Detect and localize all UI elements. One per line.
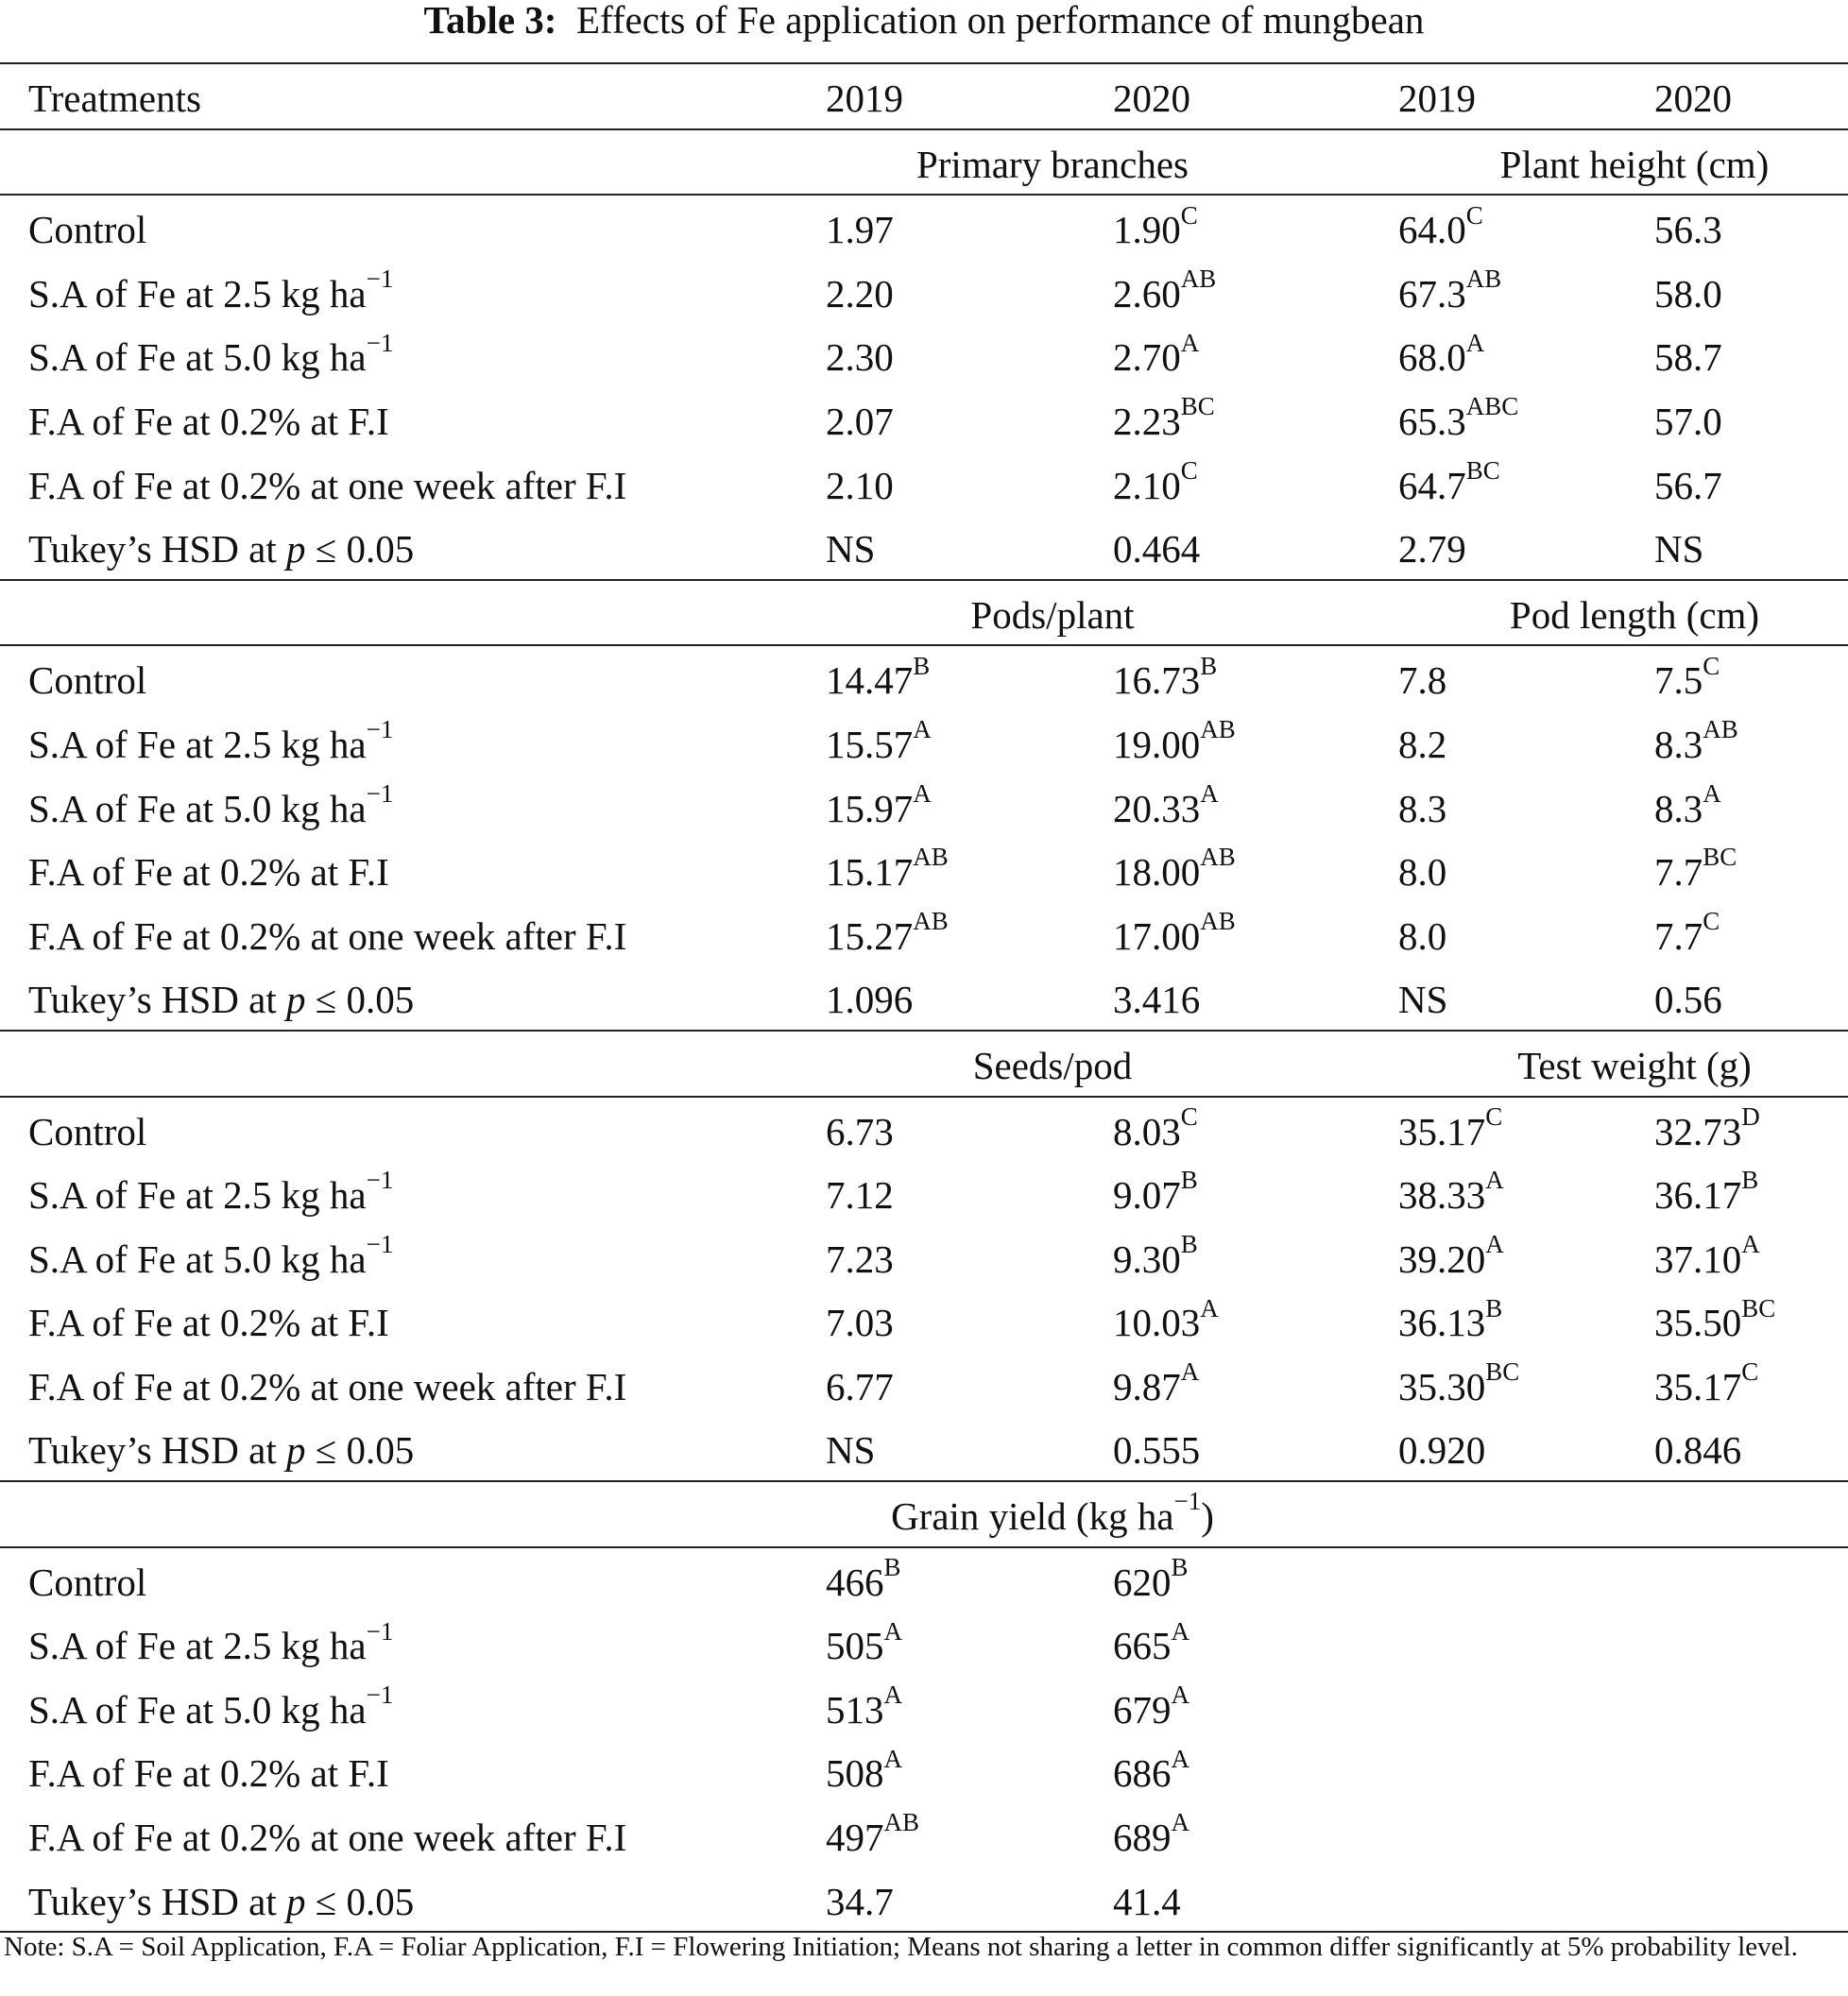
significance-letter: A <box>1200 778 1219 808</box>
significance-letter: A <box>1485 1230 1504 1259</box>
significance-letter: AB <box>1180 264 1217 294</box>
value-cell: $15.17^{AB}$ <box>826 843 949 895</box>
significance-letter: B <box>1200 651 1218 680</box>
value-cell: 7.03 <box>826 1301 894 1345</box>
value-cell: $689^A$ <box>1113 1808 1189 1860</box>
table-row <box>0 644 1848 710</box>
treatments-header: Treatments <box>28 77 201 120</box>
value-cell: 2.10 <box>826 463 894 507</box>
unit-exponent: −1 <box>366 1616 394 1646</box>
table-number: Table 3: <box>423 0 557 42</box>
value-cell: $9.30^B$ <box>1113 1230 1198 1281</box>
hsd-label: Tukey’s HSD at p ≤ 0.05 <box>28 527 415 572</box>
table-row <box>0 194 1848 260</box>
value-cell: $36.13^B$ <box>1398 1293 1503 1345</box>
table-note: Note: S.A = Soil Application, F.A = Foliar Application, F.I = Flowering Initiation; Means not sharing a letter in common differ significantly at 5% probability level. <box>4 1932 1798 1962</box>
value-cell: $38.33^A$ <box>1398 1166 1504 1218</box>
table-row <box>0 1096 1848 1162</box>
value-cell: $35.17^C$ <box>1398 1101 1503 1153</box>
significance-letter: BC <box>1741 1293 1776 1322</box>
value-cell: $35.30^{BC}$ <box>1398 1357 1520 1408</box>
table-row <box>0 775 1848 839</box>
table-row <box>0 1676 1848 1740</box>
treatment-label: F.A of Fe at 0.2% at one week after F.I <box>28 1364 627 1408</box>
value-cell: $39.20^A$ <box>1398 1230 1504 1281</box>
value-cell: 2.07 <box>826 399 894 443</box>
treatment-label: S.A of Fe at 5.0 kg $ha^{-1}$ <box>28 1680 394 1732</box>
hsd-label: Tukey’s HSD at p ≤ 0.05 <box>28 978 415 1022</box>
significance-letter: C <box>1180 1101 1198 1131</box>
table-row <box>0 838 1848 902</box>
p-symbol: p <box>286 978 306 1022</box>
significance-letter: A <box>883 1616 902 1646</box>
unit-exponent: −1 <box>366 778 394 808</box>
significance-letter: A <box>883 1744 902 1773</box>
table-row <box>0 1288 1848 1353</box>
significance-letter: C <box>1703 907 1720 936</box>
treatment-label: S.A of Fe at 2.5 kg $ha^{-1}$ <box>28 264 394 316</box>
value-cell: NS <box>826 527 876 572</box>
value-cell: $16.73^B$ <box>1113 651 1218 703</box>
value-cell: 6.73 <box>826 1109 894 1153</box>
value-cell: 0.56 <box>1654 978 1722 1022</box>
value-cell: $9.87^A$ <box>1113 1357 1200 1408</box>
table-row <box>0 1739 1848 1803</box>
treatment-label: F.A of Fe at 0.2% at one week after F.I <box>28 1816 627 1860</box>
value-cell: $15.57^A$ <box>826 715 932 766</box>
treatment-label: F.A of Fe at 0.2% at F.I <box>28 399 389 443</box>
value-cell: 8.3 <box>1398 786 1447 830</box>
value-cell: $7.7^C$ <box>1654 907 1720 958</box>
value-cell: $8.03^C$ <box>1113 1101 1198 1153</box>
table-row <box>0 387 1848 452</box>
unit-exponent: −1 <box>366 1680 394 1710</box>
significance-letter: A <box>1200 1293 1219 1322</box>
significance-letter: A <box>1171 1680 1189 1710</box>
hsd-row <box>0 965 1848 1030</box>
value-cell: $2.70^A$ <box>1113 328 1200 380</box>
significance-letter: C <box>1485 1101 1503 1131</box>
significance-letter: A <box>1171 1808 1189 1837</box>
value-cell: $15.27^{AB}$ <box>826 907 949 958</box>
p-symbol: p <box>286 1428 306 1473</box>
treatment-label: S.A of Fe at 2.5 kg $ha^{-1}$ <box>28 715 394 766</box>
value-cell: $35.17^C$ <box>1654 1357 1759 1408</box>
value-cell: $18.00^{AB}$ <box>1113 843 1236 895</box>
significance-letter: BC <box>1180 392 1215 421</box>
significance-letter: A <box>1180 328 1200 357</box>
value-cell: 0.555 <box>1113 1428 1201 1473</box>
hsd-label: Tukey’s HSD at p ≤ 0.05 <box>28 1879 415 1923</box>
significance-letter: C <box>1180 200 1198 230</box>
data-table <box>0 64 1848 1933</box>
significance-letter: A <box>1180 1357 1200 1387</box>
value-cell: 7.23 <box>826 1237 894 1281</box>
table-row <box>0 260 1848 324</box>
significance-letter: B <box>913 651 931 680</box>
section-left-header: Seeds/pod <box>972 1043 1133 1087</box>
section-left-header: Primary branches <box>915 142 1189 186</box>
value-cell: 41.4 <box>1113 1879 1181 1923</box>
hsd-label: Tukey’s HSD at p ≤ 0.05 <box>28 1428 415 1473</box>
value-cell: $36.17^B$ <box>1654 1166 1759 1218</box>
section-header-row <box>0 1480 1848 1546</box>
unit-exponent: −1 <box>366 328 394 357</box>
significance-letter: AB <box>1200 715 1236 744</box>
value-cell: $508^A$ <box>826 1744 902 1796</box>
value-cell: $2.10^C$ <box>1113 455 1198 507</box>
treatment-label: Control <box>28 1560 147 1604</box>
significance-letter: AB <box>1200 907 1236 936</box>
section-header-row <box>0 1030 1848 1096</box>
column-header-row <box>0 64 1848 128</box>
value-cell: $8.3^{AB}$ <box>1654 715 1738 766</box>
treatment-label: S.A of Fe at 5.0 kg $ha^{-1}$ <box>28 778 394 830</box>
value-cell: $679^A$ <box>1113 1680 1189 1732</box>
significance-letter: A <box>1485 1166 1504 1195</box>
value-cell: $7.7^{BC}$ <box>1654 843 1737 895</box>
value-cell: 58.7 <box>1654 335 1722 380</box>
value-cell: $665^A$ <box>1113 1616 1189 1668</box>
year-header: 2019 <box>826 77 903 120</box>
value-cell: 6.77 <box>826 1364 894 1408</box>
significance-letter: AB <box>1465 264 1502 294</box>
table-row <box>0 1803 1848 1868</box>
value-cell: 58.0 <box>1654 271 1722 316</box>
value-cell: $17.00^{AB}$ <box>1113 907 1236 958</box>
table-row <box>0 902 1848 966</box>
value-cell: 0.464 <box>1113 527 1201 572</box>
value-cell: $2.23^{BC}$ <box>1113 392 1215 443</box>
unit-exponent: −1 <box>1173 1487 1202 1516</box>
value-cell: 57.0 <box>1654 399 1722 443</box>
significance-letter: AB <box>883 1808 920 1837</box>
value-cell: $686^A$ <box>1113 1744 1189 1796</box>
value-cell: 2.20 <box>826 271 894 316</box>
value-cell: $513^A$ <box>826 1680 902 1732</box>
value-cell: 1.97 <box>826 208 894 252</box>
value-cell: $37.10^A$ <box>1654 1230 1760 1281</box>
value-cell: 3.416 <box>1113 978 1201 1022</box>
treatment-label: S.A of Fe at 2.5 kg $ha^{-1}$ <box>28 1166 394 1218</box>
significance-letter: A <box>1741 1230 1760 1259</box>
value-cell: $7.5^C$ <box>1654 651 1720 703</box>
value-cell: $8.3^A$ <box>1654 778 1721 830</box>
value-cell: 8.0 <box>1398 913 1447 958</box>
section-left-header: Pods/plant <box>970 592 1135 637</box>
significance-letter: AB <box>1200 843 1236 872</box>
significance-letter: A <box>1171 1616 1189 1646</box>
significance-letter: AB <box>1703 715 1738 744</box>
value-cell: 2.30 <box>826 335 894 380</box>
section-header-row <box>0 579 1848 645</box>
value-cell: 56.3 <box>1654 208 1722 252</box>
treatment-label: F.A of Fe at 0.2% at one week after F.I <box>28 913 627 958</box>
unit-exponent: −1 <box>366 715 394 744</box>
hsd-row <box>0 1416 1848 1480</box>
value-cell: $68.0^A$ <box>1398 328 1485 380</box>
value-cell: $9.07^B$ <box>1113 1166 1198 1218</box>
value-cell: 2.79 <box>1398 527 1466 572</box>
year-header: 2019 <box>1398 77 1476 120</box>
table-row <box>0 710 1848 775</box>
value-cell: $1.90^C$ <box>1113 200 1198 252</box>
value-cell: $64.7^{BC}$ <box>1398 455 1500 507</box>
table-row <box>0 1546 1848 1612</box>
value-cell: $15.97^A$ <box>826 778 932 830</box>
value-cell: $19.00^{AB}$ <box>1113 715 1236 766</box>
treatment-label: Control <box>28 1109 147 1153</box>
value-cell: 0.846 <box>1654 1428 1742 1473</box>
unit-exponent: −1 <box>366 264 394 294</box>
treatment-label: S.A of Fe at 5.0 kg $ha^{-1}$ <box>28 328 394 380</box>
value-cell: 0.920 <box>1398 1428 1486 1473</box>
significance-letter: AB <box>913 843 949 872</box>
value-cell: 7.12 <box>826 1173 894 1218</box>
table-row <box>0 1353 1848 1417</box>
value-cell: NS <box>1654 527 1704 572</box>
treatment-label: F.A of Fe at 0.2% at F.I <box>28 1751 389 1796</box>
significance-letter: A <box>883 1680 902 1710</box>
value-cell: 8.2 <box>1398 722 1447 766</box>
significance-letter: BC <box>1485 1357 1520 1387</box>
unit-exponent: −1 <box>366 1166 394 1195</box>
significance-letter: C <box>1741 1357 1759 1387</box>
value-cell: $35.50^{BC}$ <box>1654 1293 1776 1345</box>
section-header-row <box>0 128 1848 195</box>
section-right-header: Pod length (cm) <box>1509 592 1760 637</box>
value-cell: 7.8 <box>1398 658 1447 703</box>
significance-letter: B <box>883 1553 901 1581</box>
value-cell: $505^A$ <box>826 1616 902 1668</box>
treatment-label: F.A of Fe at 0.2% at one week after F.I <box>28 463 627 507</box>
value-cell: 8.0 <box>1398 850 1447 895</box>
p-symbol: p <box>286 527 306 572</box>
significance-letter: A <box>1171 1744 1189 1773</box>
significance-letter: C <box>1465 200 1483 230</box>
value-cell: NS <box>826 1428 876 1473</box>
value-cell: $466^B$ <box>826 1553 901 1604</box>
value-cell: $65.3^{ABC}$ <box>1398 392 1519 443</box>
treatment-label: S.A of Fe at 5.0 kg $ha^{-1}$ <box>28 1230 394 1281</box>
section-left-header: Grain yield (kg $ha^{-1}$) <box>891 1487 1214 1539</box>
hsd-row <box>0 1868 1848 1932</box>
significance-letter: A <box>1465 328 1485 357</box>
table-row <box>0 323 1848 387</box>
significance-letter: B <box>1180 1166 1198 1195</box>
significance-letter: D <box>1741 1101 1760 1131</box>
year-header: 2020 <box>1654 77 1732 120</box>
value-cell: 34.7 <box>826 1879 894 1923</box>
value-cell: $20.33^A$ <box>1113 778 1219 830</box>
treatment-label: S.A of Fe at 2.5 kg $ha^{-1}$ <box>28 1616 394 1668</box>
treatment-label: F.A of Fe at 0.2% at F.I <box>28 850 389 895</box>
section-right-header: Plant height (cm) <box>1499 142 1770 186</box>
significance-letter: C <box>1180 455 1198 485</box>
unit-exponent: −1 <box>366 1230 394 1259</box>
table-caption: Effects of Fe application on performance of mungbean <box>575 0 1425 42</box>
treatment-label: Control <box>28 658 147 703</box>
significance-letter: B <box>1485 1293 1503 1322</box>
table-title <box>0 0 1848 40</box>
value-cell: $620^B$ <box>1113 1553 1189 1604</box>
table-row <box>0 1612 1848 1676</box>
p-symbol: p <box>286 1879 306 1923</box>
significance-letter: B <box>1741 1166 1759 1195</box>
significance-letter: A <box>913 778 932 808</box>
value-cell: $14.47^B$ <box>826 651 931 703</box>
value-cell: 1.096 <box>826 978 914 1022</box>
significance-letter: A <box>913 715 932 744</box>
table-row <box>0 452 1848 516</box>
value-cell: $10.03^A$ <box>1113 1293 1219 1345</box>
value-cell: $2.60^{AB}$ <box>1113 264 1217 316</box>
significance-letter: C <box>1703 651 1720 680</box>
year-header: 2020 <box>1113 77 1190 120</box>
value-cell: $497^{AB}$ <box>826 1808 920 1860</box>
section-right-header: Test weight (g) <box>1517 1043 1752 1087</box>
significance-letter: B <box>1180 1230 1198 1259</box>
value-cell: $64.0^C$ <box>1398 200 1483 252</box>
significance-letter: BC <box>1465 455 1500 485</box>
significance-letter: B <box>1171 1553 1189 1581</box>
treatment-label: Control <box>28 208 147 252</box>
table-row <box>0 1161 1848 1225</box>
value-cell: $67.3^{AB}$ <box>1398 264 1502 316</box>
value-cell: 56.7 <box>1654 463 1722 507</box>
value-cell: NS <box>1398 978 1448 1022</box>
significance-letter: BC <box>1703 843 1737 872</box>
value-cell: $32.73^D$ <box>1654 1101 1760 1153</box>
significance-letter: AB <box>913 907 949 936</box>
treatment-label: F.A of Fe at 0.2% at F.I <box>28 1301 389 1345</box>
hsd-row <box>0 515 1848 579</box>
table-row <box>0 1225 1848 1289</box>
significance-letter: ABC <box>1465 392 1519 421</box>
significance-letter: A <box>1703 778 1721 808</box>
